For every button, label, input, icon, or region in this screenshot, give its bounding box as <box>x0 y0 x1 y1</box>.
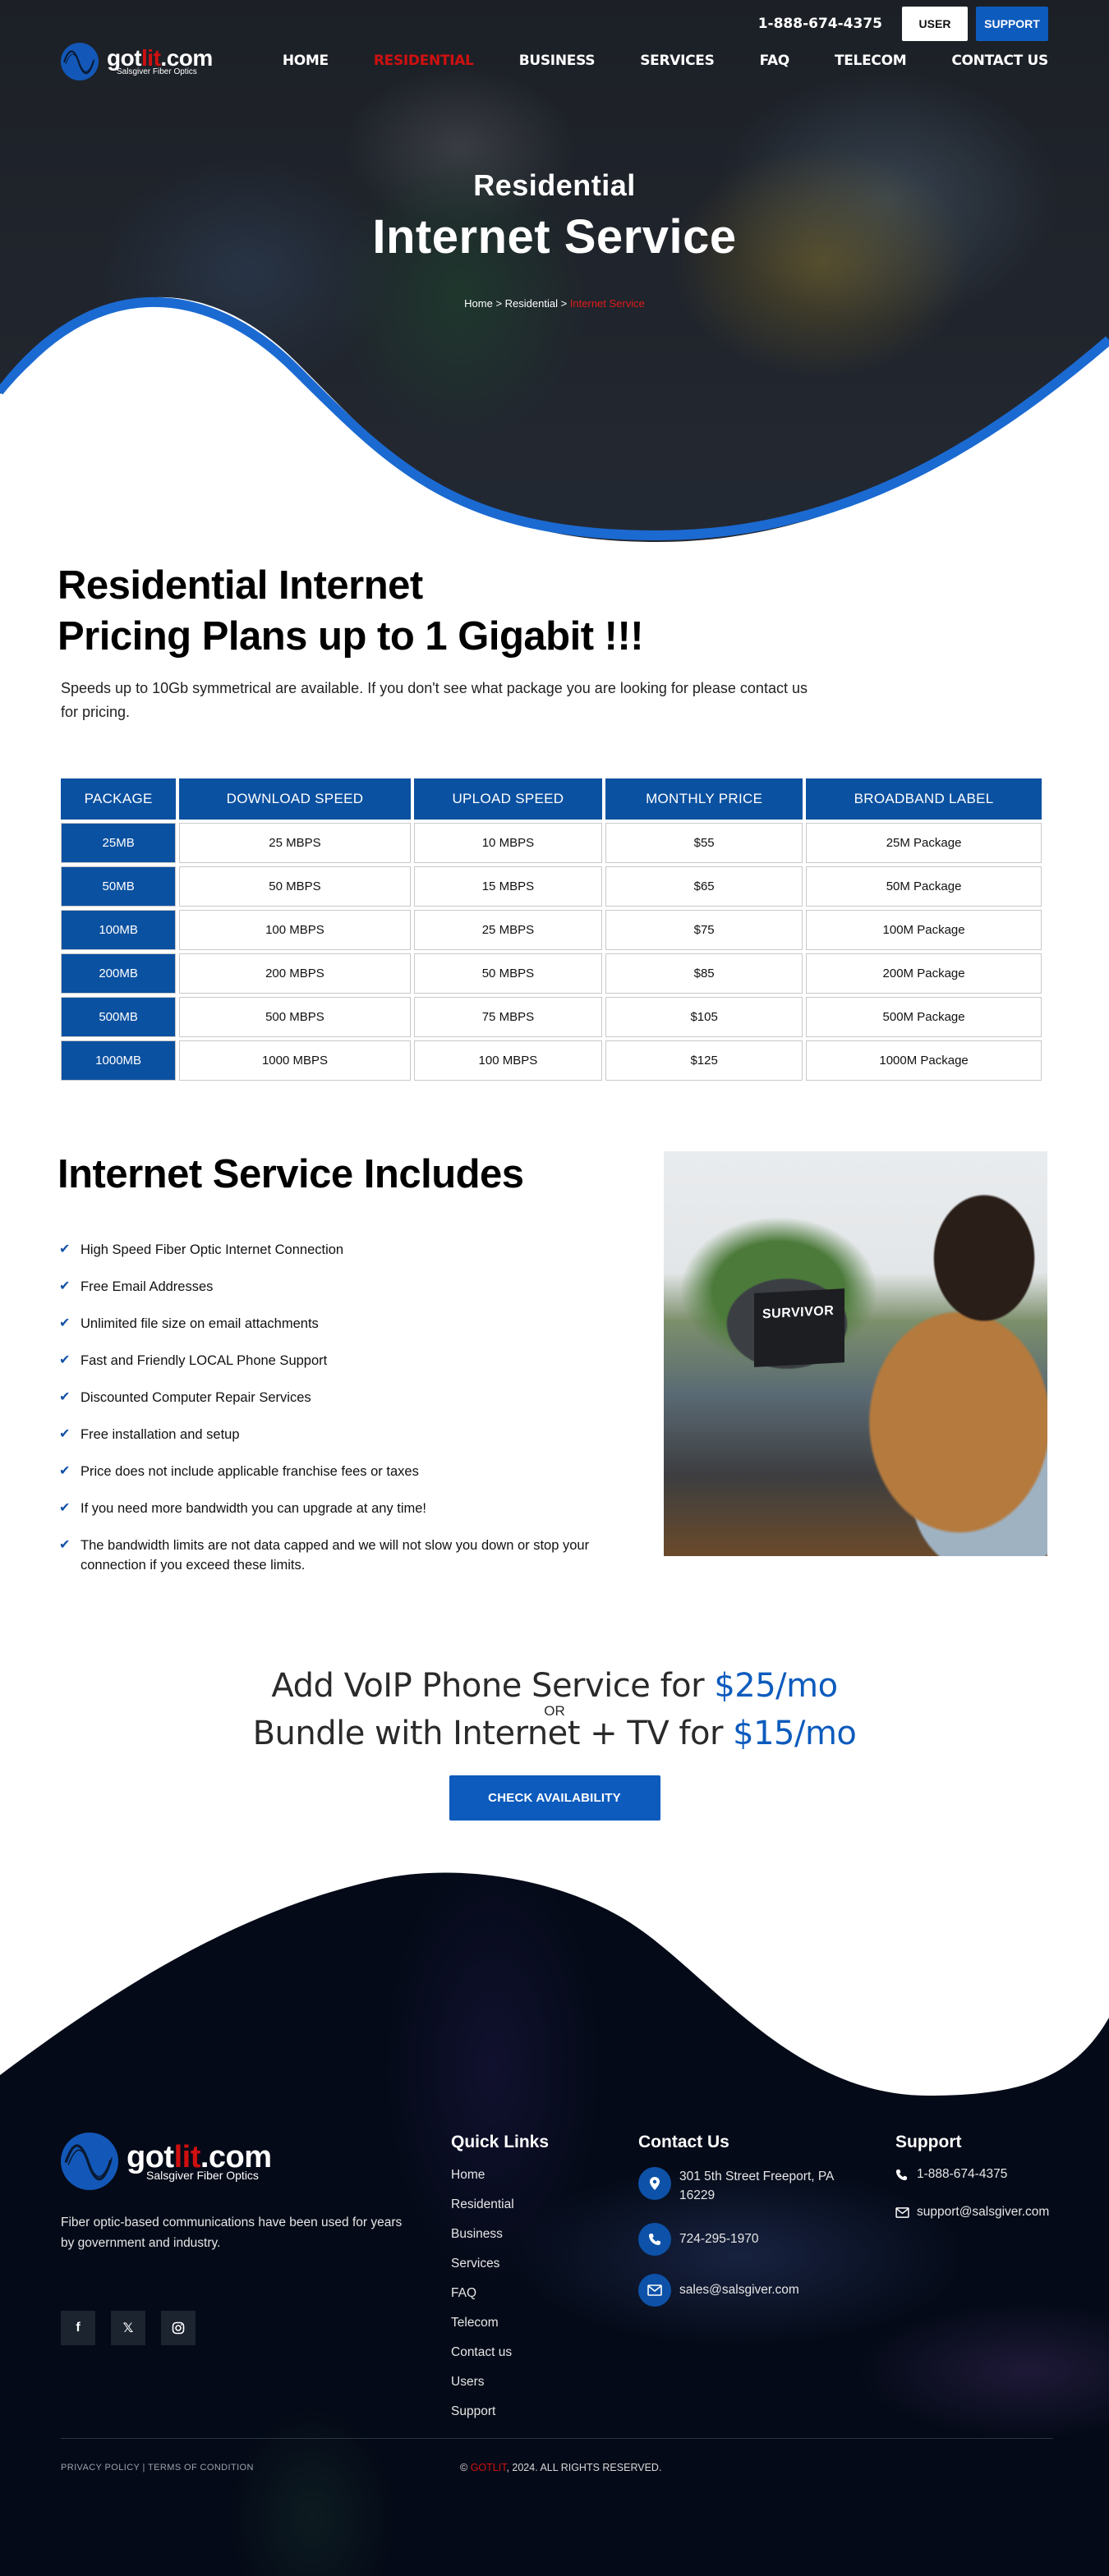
logo-wave-icon <box>61 2133 118 2190</box>
cell-package: 25MB <box>61 823 176 863</box>
check-icon: ✔ <box>59 1464 71 1478</box>
footer-link-business[interactable]: Business <box>451 2227 503 2241</box>
col-broadband-label: BROADBAND LABEL <box>806 778 1042 820</box>
voip-price: $25/mo <box>714 1667 838 1705</box>
cell-label[interactable]: 500M Package <box>806 997 1042 1037</box>
cell-price: $125 <box>605 1040 803 1081</box>
cell-label[interactable]: 1000M Package <box>806 1040 1042 1081</box>
footer-about-text: Fiber optic-based communications have been used for years by government and industry. <box>61 2216 403 2250</box>
cell-label[interactable]: 100M Package <box>806 910 1042 950</box>
includes-list <box>59 1240 651 1592</box>
cell-package: 1000MB <box>61 1040 176 1081</box>
support-phone-text[interactable]: 1-888-674-4375 <box>917 2167 1008 2181</box>
table-row <box>61 823 1042 863</box>
support-email[interactable] <box>895 2205 1049 2220</box>
support-button[interactable]: SUPPORT <box>976 7 1048 41</box>
cell-download: 200 MBPS <box>179 953 410 994</box>
breadcrumb <box>0 297 1109 310</box>
contact-phone-text[interactable]: 724-295-1970 <box>679 2232 759 2246</box>
support-email-text[interactable]: support@salsgiver.com <box>917 2205 1050 2219</box>
quick-links-title: Quick Links <box>451 2133 550 2151</box>
nav-services[interactable]: SERVICES <box>640 53 715 69</box>
user-button[interactable]: USER <box>902 7 968 41</box>
pricing-table <box>58 775 1045 1084</box>
cell-price: $55 <box>605 823 803 863</box>
pricing-title <box>58 560 1048 662</box>
hero-subtitle: Residential <box>473 168 636 202</box>
cell-upload: 75 MBPS <box>414 997 602 1037</box>
contact-email-text[interactable]: sales@salsgiver.com <box>679 2283 799 2297</box>
site-logo[interactable] <box>61 43 213 80</box>
logo-wave-icon <box>61 43 99 80</box>
table-row <box>61 910 1042 950</box>
contact-phone[interactable] <box>638 2223 835 2256</box>
list-item <box>59 1240 651 1260</box>
top-bar <box>758 7 1048 41</box>
cell-price: $65 <box>605 866 803 907</box>
check-availability-button[interactable]: CHECK AVAILABILITY <box>449 1775 660 1821</box>
footer-logo[interactable] <box>61 2133 272 2190</box>
breadcrumb-current: Internet Service <box>569 297 645 310</box>
voip-offer-text: Add VoIP Phone Service for <box>271 1667 715 1705</box>
cell-label[interactable]: 50M Package <box>806 866 1042 907</box>
hero-wave-shape <box>0 0 1109 542</box>
breadcrumb-home[interactable]: Home <box>464 297 493 310</box>
cell-label[interactable]: 200M Package <box>806 953 1042 994</box>
logo-text-highlight: lit <box>173 2140 200 2174</box>
list-item <box>59 1314 651 1334</box>
list-item-text: Free installation and setup <box>81 1427 240 1442</box>
social-links <box>61 2311 196 2345</box>
list-item <box>59 1425 651 1444</box>
list-item <box>59 1499 651 1518</box>
list-item <box>59 1388 651 1407</box>
copyright <box>460 2462 661 2473</box>
pricing-title-line1: Residential Internet <box>58 563 423 608</box>
quick-links <box>451 2133 549 2433</box>
check-icon: ✔ <box>59 1538 71 1552</box>
check-icon: ✔ <box>59 1427 71 1441</box>
list-item-text: Fast and Friendly LOCAL Phone Support <box>81 1353 328 1368</box>
list-item-text: Free Email Addresses <box>81 1279 214 1294</box>
check-icon: ✔ <box>59 1501 71 1515</box>
phone-icon <box>638 2223 671 2256</box>
list-item <box>59 1536 651 1575</box>
nav-residential[interactable]: RESIDENTIAL <box>373 53 474 69</box>
col-package: PACKAGE <box>61 778 176 820</box>
cell-package: 100MB <box>61 910 176 950</box>
map-pin-icon <box>638 2167 671 2200</box>
contact-address-text: 301 5th Street Freeport, PA 16229 <box>679 2170 834 2202</box>
bundle-price: $15/mo <box>733 1715 857 1752</box>
bundle-offer <box>0 1715 1109 1752</box>
cell-price: $105 <box>605 997 803 1037</box>
logo-text-highlight: lit <box>141 45 161 71</box>
col-monthly-price: MONTHLY PRICE <box>605 778 803 820</box>
contact-us-title: Contact Us <box>638 2133 729 2151</box>
hero-title: Internet Service <box>372 210 737 264</box>
col-download-speed: DOWNLOAD SPEED <box>179 778 410 820</box>
legal-links[interactable]: PRIVACY POLICY | TERMS OF CONDITION <box>61 2463 254 2473</box>
nav-faq[interactable]: FAQ <box>759 53 789 69</box>
cell-package: 200MB <box>61 953 176 994</box>
footer-link-services[interactable]: Services <box>451 2257 500 2271</box>
logo-tagline: Salsgiver Fiber Optics <box>146 2169 259 2182</box>
cell-price: $85 <box>605 953 803 994</box>
table-row <box>61 953 1042 994</box>
cell-upload: 25 MBPS <box>414 910 602 950</box>
list-item-text: Unlimited file size on email attachments <box>81 1316 319 1331</box>
hero-heading <box>0 168 1109 264</box>
includes-section <box>0 1151 1109 1578</box>
envelope-icon <box>895 2207 910 2218</box>
pricing-lead: Speeds up to 10Gb symmetrical are available. If you don't see what package you are looking for please contact us for pricing. <box>61 680 808 720</box>
logo-text-suffix: .com <box>200 2140 272 2174</box>
nav-telecom[interactable]: TELECOM <box>834 53 907 69</box>
breadcrumb-separator: > <box>492 297 505 310</box>
cell-download: 1000 MBPS <box>179 1040 410 1081</box>
cell-package: 50MB <box>61 866 176 907</box>
footer-link-residential[interactable]: Residential <box>451 2197 514 2211</box>
nav-business[interactable]: BUSINESS <box>518 53 596 69</box>
cell-price: $75 <box>605 910 803 950</box>
support-column <box>895 2133 1049 2243</box>
check-icon: ✔ <box>59 1242 71 1256</box>
list-item-text: Price does not include applicable franchise fees or taxes <box>81 1464 419 1479</box>
check-icon: ✔ <box>59 1390 71 1404</box>
support-title: Support <box>895 2133 962 2151</box>
table-row <box>61 1040 1042 1081</box>
cell-label[interactable]: 25M Package <box>806 823 1042 863</box>
cta-section <box>0 1667 1109 1821</box>
hero-banner <box>0 0 1109 542</box>
includes-title: Internet Service Includes <box>58 1152 524 1196</box>
logo-text-suffix: .com <box>160 45 213 71</box>
facebook-icon[interactable]: f <box>61 2311 95 2345</box>
or-separator: OR <box>544 1703 565 1719</box>
cell-upload: 100 MBPS <box>414 1040 602 1081</box>
copyright-text: , 2024. ALL RIGHTS RESERVED. <box>506 2462 662 2473</box>
footer-divider <box>61 2438 1053 2439</box>
footer-wave-shape <box>0 1862 1109 2108</box>
cell-download: 500 MBPS <box>179 997 410 1037</box>
pricing-title-line2: Pricing Plans up to 1 Gigabit !!! <box>58 614 644 659</box>
nav-contact-us[interactable]: CONTACT US <box>951 53 1048 69</box>
footer-link-users[interactable]: Users <box>451 2375 485 2389</box>
contact-us-column <box>638 2133 835 2325</box>
instagram-icon[interactable] <box>161 2311 196 2345</box>
col-upload-speed: UPLOAD SPEED <box>414 778 602 820</box>
footer-link-faq[interactable]: FAQ <box>451 2286 477 2300</box>
list-item-text: If you need more bandwidth you can upgrade at any time! <box>81 1501 427 1516</box>
table-row <box>61 866 1042 907</box>
cell-package: 500MB <box>61 997 176 1037</box>
check-icon: ✔ <box>59 1316 71 1330</box>
site-footer <box>0 1862 1109 2576</box>
check-icon: ✔ <box>59 1279 71 1293</box>
cell-download: 50 MBPS <box>179 866 410 907</box>
bundle-offer-text: Bundle with Internet + TV for <box>252 1715 734 1752</box>
table-header-row <box>61 778 1042 820</box>
cell-upload: 15 MBPS <box>414 866 602 907</box>
nav-home[interactable]: HOME <box>282 53 329 69</box>
logo-text-prefix: got <box>127 2140 174 2174</box>
cell-download: 100 MBPS <box>179 910 410 950</box>
footer-link-support[interactable]: Support <box>451 2404 496 2418</box>
laptop-screen <box>754 1288 844 1367</box>
copyright-symbol: © <box>460 2462 471 2473</box>
list-item-text: The bandwidth limits are not data capped and we will not slow you down or stop your connection if you exceed these limits. <box>81 1538 590 1573</box>
voip-offer <box>0 1667 1109 1705</box>
support-phone[interactable] <box>895 2167 1049 2182</box>
list-item-text: High Speed Fiber Optic Internet Connection <box>81 1242 344 1257</box>
list-item <box>59 1277 651 1297</box>
x-twitter-icon[interactable]: 𝕏 <box>111 2311 145 2345</box>
logo-tagline: Salsgiver Fiber Optics <box>117 67 197 76</box>
cell-upload: 10 MBPS <box>414 823 602 863</box>
footer-link-contact-us[interactable]: Contact us <box>451 2345 513 2359</box>
table-row <box>61 997 1042 1037</box>
footer-link-telecom[interactable]: Telecom <box>451 2316 499 2330</box>
logo-text-prefix: got <box>107 45 142 71</box>
copyright-brand[interactable]: GOTLIT <box>470 2462 507 2473</box>
laptop-screen-text: SURVIVOR <box>762 1303 835 1322</box>
man-with-laptop-photo <box>664 1151 1047 1556</box>
envelope-icon <box>638 2274 671 2307</box>
breadcrumb-residential[interactable]: Residential <box>504 297 558 310</box>
footer-link-home[interactable]: Home <box>451 2168 485 2182</box>
check-icon: ✔ <box>59 1353 71 1367</box>
phone-icon <box>895 2169 910 2181</box>
contact-address <box>638 2167 835 2205</box>
breadcrumb-separator: > <box>557 297 570 310</box>
pricing-section <box>0 542 1109 1084</box>
header-phone[interactable]: 1-888-674-4375 <box>757 16 882 32</box>
main-nav <box>237 53 1048 69</box>
list-item-text: Discounted Computer Repair Services <box>81 1390 311 1405</box>
list-item <box>59 1351 651 1371</box>
contact-email[interactable] <box>638 2274 835 2307</box>
list-item <box>59 1462 651 1481</box>
cell-download: 25 MBPS <box>179 823 410 863</box>
cell-upload: 50 MBPS <box>414 953 602 994</box>
